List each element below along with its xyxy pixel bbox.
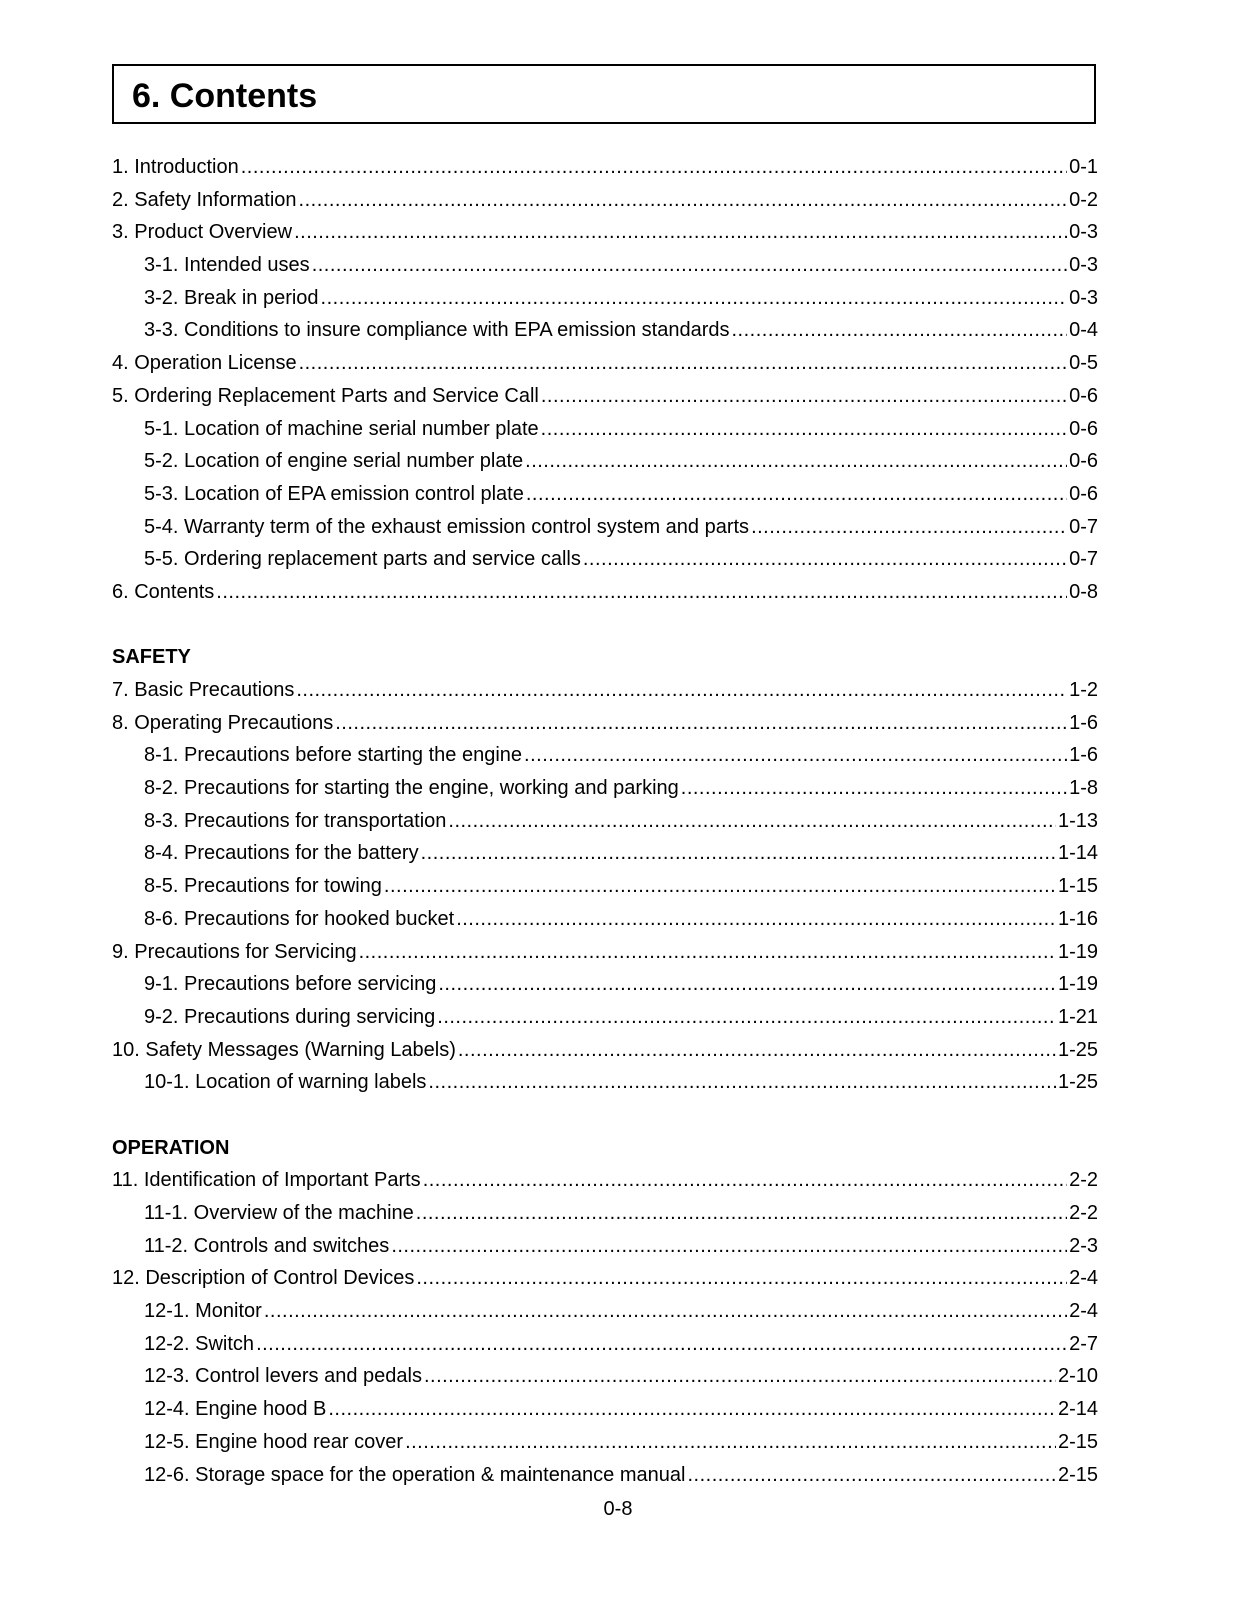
dot-leader	[384, 871, 1056, 901]
table-of-contents	[112, 152, 1098, 1492]
toc-entry[interactable]	[112, 152, 1098, 185]
dot-leader	[751, 512, 1067, 542]
toc-entry-page: 1-25	[1057, 1038, 1098, 1061]
toc-entry-label: 3-3. Conditions to insure compliance with EPA emission standards	[144, 319, 730, 342]
toc-entry[interactable]	[112, 348, 1098, 381]
toc-entry[interactable]	[112, 740, 1098, 773]
toc-entry-label: 9. Precautions for Servicing	[112, 940, 357, 963]
dot-leader	[423, 1165, 1067, 1195]
toc-entry-page: 0-3	[1069, 254, 1098, 277]
dot-leader	[526, 479, 1067, 509]
toc-entry[interactable]	[112, 1165, 1098, 1198]
toc-entry[interactable]	[112, 675, 1098, 708]
dot-leader	[437, 1002, 1056, 1032]
toc-entry-page: 1-6	[1069, 744, 1098, 767]
toc-entry-label: 12-5. Engine hood rear cover	[144, 1430, 404, 1453]
toc-entry-page: 0-8	[1069, 580, 1098, 603]
toc-entry[interactable]	[112, 1067, 1098, 1100]
toc-entry[interactable]	[112, 185, 1098, 218]
dot-leader	[359, 937, 1056, 967]
dot-leader	[416, 1263, 1067, 1293]
dot-leader	[299, 348, 1068, 378]
contents-title-box	[112, 64, 1096, 124]
toc-entry-label: 12. Description of Control Devices	[112, 1267, 415, 1290]
toc-entry[interactable]	[112, 1460, 1098, 1493]
toc-entry-page: 2-7	[1069, 1332, 1098, 1355]
toc-entry-label: 7. Basic Precautions	[112, 679, 295, 701]
toc-entry-page: 1-8	[1069, 777, 1098, 800]
toc-entry[interactable]	[112, 1231, 1098, 1264]
toc-entry-label: 11-2. Controls and switches	[144, 1234, 390, 1257]
toc-entry-label: 10-1. Location of warning labels	[144, 1071, 427, 1094]
toc-entry-page: 1-2	[1069, 679, 1098, 701]
toc-entry-label: 4. Operation License	[112, 352, 297, 375]
page-title: 6. Contents	[132, 77, 318, 115]
toc-entry-page: 1-15	[1057, 875, 1098, 898]
toc-entry[interactable]	[112, 414, 1098, 447]
section-heading: OPERATION	[112, 1136, 230, 1159]
dot-leader	[321, 283, 1068, 313]
dot-leader	[456, 904, 1056, 934]
toc-entry[interactable]	[112, 708, 1098, 741]
toc-entry[interactable]	[112, 479, 1098, 512]
toc-entry-page: 0-6	[1069, 482, 1098, 505]
toc-entry-page: 0-6	[1069, 450, 1098, 473]
toc-entry-page: 2-4	[1069, 1267, 1098, 1290]
toc-entry[interactable]	[112, 1394, 1098, 1427]
toc-entry[interactable]	[112, 806, 1098, 839]
toc-entry[interactable]	[112, 250, 1098, 283]
toc-entry[interactable]	[112, 512, 1098, 545]
toc-entry[interactable]	[112, 315, 1098, 348]
toc-entry-label: 5-2. Location of engine serial number plate	[144, 450, 524, 473]
toc-entry-label: 12-4. Engine hood B	[144, 1398, 327, 1421]
toc-entry[interactable]	[112, 904, 1098, 937]
toc-entry-label: 12-3. Control levers and pedals	[144, 1365, 422, 1388]
toc-entry-page: 0-6	[1069, 417, 1098, 440]
toc-entry-page: 1-21	[1057, 1005, 1098, 1028]
toc-entry-page: 0-6	[1069, 384, 1098, 407]
dot-leader	[405, 1427, 1056, 1457]
dot-leader	[731, 315, 1067, 345]
toc-entry-page: 1-25	[1057, 1071, 1098, 1094]
toc-entry-label: 3-1. Intended uses	[144, 254, 310, 277]
dot-leader	[421, 838, 1056, 868]
dot-leader	[241, 152, 1067, 182]
toc-entry[interactable]	[112, 1035, 1098, 1068]
toc-entry-label: 6. Contents	[112, 580, 215, 603]
toc-entry-label: 8-6. Precautions for hooked bucket	[144, 907, 455, 930]
toc-entry[interactable]	[112, 1329, 1098, 1362]
toc-entry-label: 8-4. Precautions for the battery	[144, 842, 419, 865]
toc-entry-label: 8-3. Precautions for transportation	[144, 809, 447, 832]
toc-entry[interactable]	[112, 217, 1098, 250]
toc-entry-label: 11-1. Overview of the machine	[144, 1202, 414, 1224]
toc-entry-label: 5-4. Warranty term of the exhaust emission control system and parts	[144, 515, 750, 538]
dot-leader	[687, 1460, 1056, 1490]
dot-leader	[524, 740, 1067, 770]
toc-entry-label: 3. Product Overview	[112, 221, 293, 244]
section-spacer	[112, 1100, 1098, 1133]
toc-entry-page: 0-2	[1069, 188, 1098, 211]
toc-entry-label: 5-3. Location of EPA emission control plate	[144, 482, 524, 505]
dot-leader	[416, 1198, 1067, 1228]
toc-entry-label: 5. Ordering Replacement Parts and Service Call	[112, 384, 539, 407]
toc-entry-page: 1-16	[1057, 907, 1098, 930]
dot-leader	[681, 773, 1067, 803]
dot-leader	[428, 1067, 1056, 1097]
toc-entry-page: 2-15	[1057, 1430, 1098, 1453]
toc-entry-page: 1-6	[1069, 711, 1098, 734]
toc-entry-label: 5-5. Ordering replacement parts and service calls	[144, 548, 581, 571]
toc-entry[interactable]	[112, 937, 1098, 970]
dot-leader	[541, 381, 1067, 411]
section-spacer	[112, 610, 1098, 643]
toc-entry-page: 2-14	[1057, 1398, 1098, 1421]
dot-leader	[583, 544, 1067, 574]
toc-entry[interactable]	[112, 1296, 1098, 1329]
toc-entry-label: 8-5. Precautions for towing	[144, 875, 382, 898]
toc-entry[interactable]	[112, 1002, 1098, 1035]
toc-entry[interactable]	[112, 1263, 1098, 1296]
toc-entry-page: 0-1	[1069, 156, 1098, 178]
toc-entry-label: 8-1. Precautions before starting the engine	[144, 744, 523, 767]
toc-entry-label: 11. Identification of Important Parts	[112, 1169, 421, 1192]
toc-entry-label: 10. Safety Messages (Warning Labels)	[112, 1038, 456, 1061]
toc-entry-label: 12-6. Storage space for the operation & maintenance manual	[144, 1463, 686, 1486]
dot-leader	[541, 414, 1067, 444]
toc-entry-page: 0-7	[1069, 515, 1098, 538]
dot-leader	[458, 1035, 1056, 1065]
dot-leader	[294, 217, 1067, 247]
toc-entry-page: 0-3	[1069, 221, 1098, 244]
toc-entry-page: 1-19	[1057, 940, 1098, 963]
toc-entry[interactable]	[112, 871, 1098, 904]
toc-entry-page: 0-5	[1069, 352, 1098, 375]
toc-entry-page: 2-3	[1069, 1234, 1098, 1257]
toc-entry-label: 8. Operating Precautions	[112, 711, 334, 734]
toc-entry-label: 12-2. Switch	[144, 1332, 255, 1355]
toc-entry-page: 0-7	[1069, 548, 1098, 571]
dot-leader	[424, 1361, 1056, 1391]
toc-entry[interactable]	[112, 838, 1098, 871]
toc-entry-label: 1. Introduction	[112, 156, 239, 178]
dot-leader	[216, 577, 1067, 607]
toc-entry-label: 12-1. Monitor	[144, 1300, 262, 1323]
dot-leader	[335, 708, 1067, 738]
toc-entry[interactable]	[112, 1427, 1098, 1460]
toc-entry-page: 1-14	[1057, 842, 1098, 865]
toc-entry[interactable]	[112, 381, 1098, 414]
toc-entry-page: 2-10	[1057, 1365, 1098, 1388]
toc-entry-page: 0-3	[1069, 286, 1098, 309]
toc-entry-page: 1-13	[1057, 809, 1098, 832]
dot-leader	[264, 1296, 1067, 1326]
toc-entry-page: 1-19	[1057, 973, 1098, 996]
toc-entry-label: 9-1. Precautions before servicing	[144, 973, 437, 996]
toc-entry-label: 3-2. Break in period	[144, 286, 319, 309]
dot-leader	[448, 806, 1056, 836]
section-heading: SAFETY	[112, 646, 191, 669]
toc-entry[interactable]	[112, 773, 1098, 806]
toc-entry[interactable]	[112, 446, 1098, 479]
toc-entry-page: 2-15	[1057, 1463, 1098, 1486]
dot-leader	[525, 446, 1067, 476]
toc-entry-page: 0-4	[1069, 319, 1098, 342]
toc-entry[interactable]	[112, 577, 1098, 610]
toc-entry[interactable]	[112, 283, 1098, 316]
dot-leader	[391, 1231, 1067, 1261]
toc-entry[interactable]	[112, 1361, 1098, 1394]
toc-entry-page: 2-2	[1069, 1202, 1098, 1224]
dot-leader	[438, 969, 1056, 999]
toc-entry-label: 8-2. Precautions for starting the engine, working and parking	[144, 777, 679, 800]
toc-entry-label: 2. Safety Information	[112, 188, 297, 211]
toc-entry[interactable]	[112, 969, 1098, 1002]
toc-entry-label: 5-1. Location of machine serial number plate	[144, 417, 539, 440]
dot-leader	[299, 185, 1068, 215]
dot-leader	[312, 250, 1067, 280]
toc-entry[interactable]	[112, 1198, 1098, 1231]
dot-leader	[256, 1329, 1067, 1359]
toc-entry-page: 2-2	[1069, 1169, 1098, 1192]
toc-entry-label: 9-2. Precautions during servicing	[144, 1005, 436, 1028]
dot-leader	[328, 1394, 1056, 1424]
toc-entry-page: 2-4	[1069, 1300, 1098, 1323]
toc-entry[interactable]	[112, 544, 1098, 577]
dot-leader	[296, 675, 1067, 705]
footer-page-number: 0-8	[603, 1498, 633, 1520]
